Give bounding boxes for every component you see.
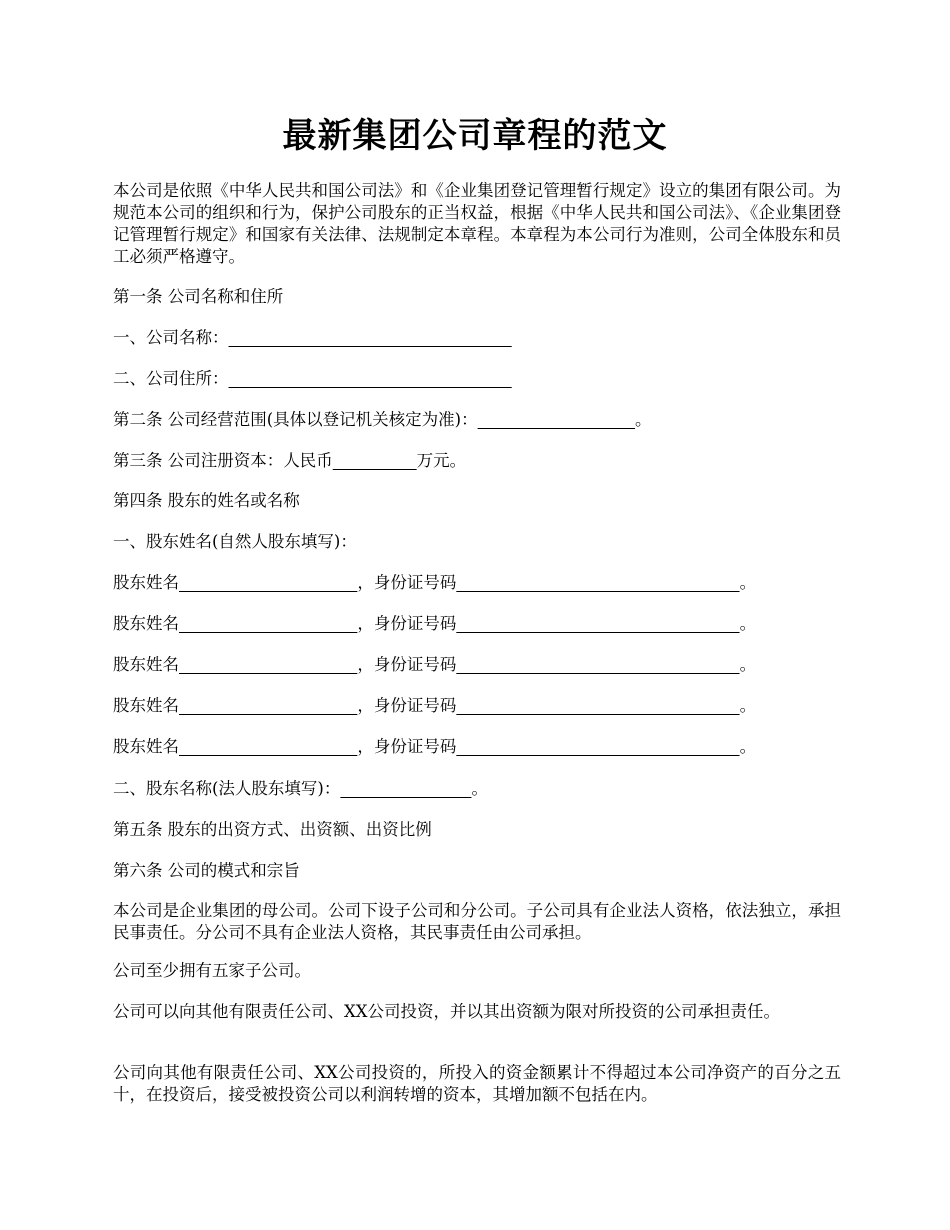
- article-6-heading: 第六条 公司的模式和宗旨: [113, 861, 300, 880]
- shareholder-line: [113, 572, 841, 594]
- shareholder-name-label: 股东姓名: [113, 696, 179, 715]
- shareholder-line: [113, 654, 841, 676]
- article-5-heading: 第五条 股东的出资方式、出资额、出资比例: [113, 820, 432, 839]
- company-address-line: [113, 368, 841, 390]
- article-3-line: [113, 450, 841, 472]
- period: 。: [739, 737, 757, 756]
- id-number-blank[interactable]: [456, 737, 739, 756]
- article-3-suffix: 万元。: [416, 451, 467, 470]
- legal-person-line: [113, 778, 841, 800]
- shareholder-name-label: 股东姓名: [113, 573, 179, 592]
- business-scope-blank[interactable]: [478, 410, 635, 429]
- shareholder-name-label: 股东姓名: [113, 614, 179, 633]
- period: 。: [739, 614, 757, 633]
- shareholder-name-blank[interactable]: [179, 614, 357, 633]
- article-1-heading: 第一条 公司名称和住所: [113, 287, 284, 306]
- company-address-label: 二、公司住所：: [113, 369, 229, 388]
- period: 。: [634, 410, 652, 429]
- shareholder-line: [113, 613, 841, 635]
- article-4-heading: 第四条 股东的姓名或名称: [113, 491, 300, 510]
- investment-limit-paragraph: 公司向其他有限责任公司、XX公司投资的，所投入的资金额累计不得超过本公司净资产的百分之五十，在投资后，接受被投资公司以利润转增的资本，其增加额不包括在内。: [113, 1063, 841, 1104]
- id-number-blank[interactable]: [456, 655, 739, 674]
- id-number-label: ，身份证号码: [357, 655, 457, 674]
- company-name-line: [113, 327, 841, 349]
- shareholder-line: [113, 736, 841, 758]
- period: 。: [739, 573, 757, 592]
- shareholder-name-blank[interactable]: [179, 655, 357, 674]
- investment-paragraph: 公司可以向其他有限责任公司、XX公司投资，并以其出资额为限对所投资的公司承担责任。: [113, 1002, 780, 1021]
- period: 。: [471, 779, 488, 798]
- id-number-blank[interactable]: [456, 573, 739, 592]
- shareholder-line: [113, 695, 841, 717]
- legal-person-label: 二、股东名称(法人股东填写)：: [113, 779, 341, 798]
- company-address-blank[interactable]: [229, 369, 512, 388]
- id-number-blank[interactable]: [456, 696, 739, 715]
- article-2-label: 第二条 公司经营范围(具体以登记机关核定为准)：: [113, 410, 478, 429]
- id-number-label: ，身份证号码: [357, 573, 457, 592]
- parent-company-paragraph: 本公司是企业集团的母公司。公司下设子公司和分公司。子公司具有企业法人资格，依法独立，承担民事责任。分公司不具有企业法人资格，其民事责任由公司承担。: [113, 901, 841, 942]
- intro-paragraph: 本公司是依照《中华人民共和国公司法》和《企业集团登记管理暂行规定》设立的集团有限公司。为规范本公司的组织和行为，保护公司股东的正当权益，根据《中华人民共和国公司法》、《企业集团登记管理暂行规定》和国家有关法律、法规制定本章程。本章程为本公司行为准则，公司全体股东和员工必须严格遵守。: [113, 181, 841, 266]
- shareholder-name-label: 股东姓名: [113, 737, 179, 756]
- document-title: 最新集团公司章程的范文: [282, 116, 668, 156]
- id-number-label: ，身份证号码: [357, 696, 457, 715]
- shareholder-name-blank[interactable]: [179, 696, 357, 715]
- id-number-label: ，身份证号码: [357, 614, 457, 633]
- shareholder-name-blank[interactable]: [179, 737, 357, 756]
- article-2-line: [113, 409, 841, 431]
- registered-capital-blank[interactable]: [333, 451, 417, 470]
- article-3-prefix: 第三条 公司注册资本：人民币: [113, 451, 333, 470]
- subsidiaries-paragraph: 公司至少拥有五家子公司。: [113, 961, 311, 980]
- period: 。: [739, 655, 757, 674]
- legal-person-blank[interactable]: [340, 779, 471, 798]
- id-number-label: ，身份证号码: [357, 737, 457, 756]
- natural-person-heading: 一、股东姓名(自然人股东填写)：: [113, 532, 357, 551]
- period: 。: [739, 696, 757, 715]
- company-name-label: 一、公司名称：: [113, 328, 229, 347]
- shareholder-name-label: 股东姓名: [113, 655, 179, 674]
- shareholder-name-blank[interactable]: [179, 573, 357, 592]
- company-name-blank[interactable]: [229, 328, 512, 347]
- id-number-blank[interactable]: [456, 614, 739, 633]
